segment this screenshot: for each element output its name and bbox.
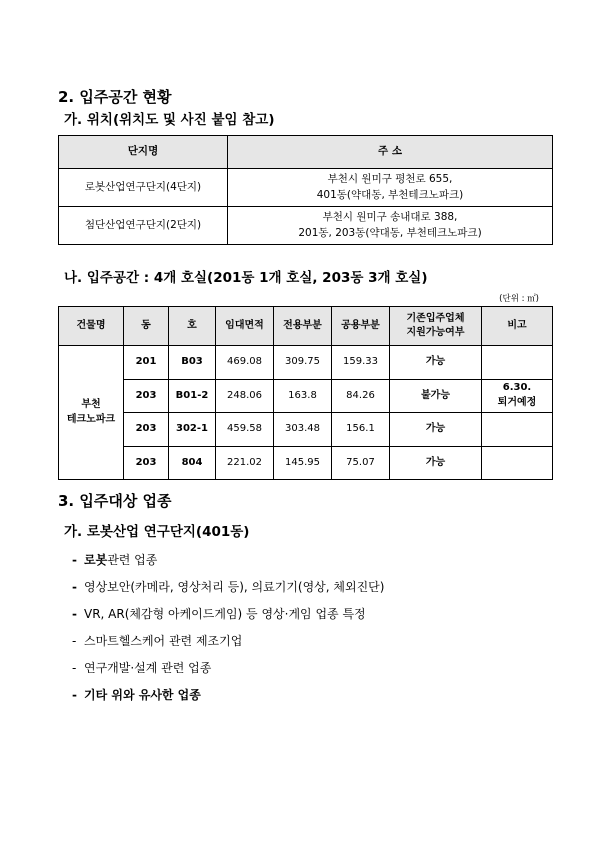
industry-subtitle: 가. 로봇산업 연구단지(401동) <box>64 524 250 540</box>
building-name: 부천 테크노파크 <box>59 346 124 480</box>
common-cell: 159.33 <box>332 346 390 380</box>
ho-cell: B01-2 <box>169 379 216 413</box>
note-cell <box>482 346 553 380</box>
list-dash: - <box>72 580 77 594</box>
list-dash: - <box>72 661 77 675</box>
note-cell <box>482 446 553 480</box>
col-header-common: 공용부분 <box>332 307 390 346</box>
availability-cell: 가능 <box>390 413 482 447</box>
table-row <box>59 446 553 480</box>
address-line: 201동, 203동(약대동, 부천테크노파크) <box>298 226 482 239</box>
list-text: VR, AR(체감형 아케이드게임) 등 영상·게임 업종 특정 <box>84 607 366 621</box>
col-header-complex: 단지명 <box>59 136 228 169</box>
space-table <box>58 306 553 480</box>
list-item <box>72 551 157 568</box>
note-cell: 6.30. 퇴거예정 <box>482 379 553 413</box>
address-line: 401동(약대동, 부천테크노파크) <box>316 188 464 201</box>
list-item <box>72 659 211 676</box>
list-dash: - <box>72 688 77 702</box>
list-item <box>72 578 384 595</box>
list-dash: - <box>72 553 77 567</box>
col-header-dong: 동 <box>124 307 169 346</box>
address-line: 부천시 원미구 송내대로 388, <box>322 211 458 224</box>
list-text: 관련 업종 <box>107 553 158 567</box>
list-bold: 기타 위와 유사한 업종 <box>84 688 201 702</box>
area-cell: 248.06 <box>216 379 274 413</box>
dong-cell: 201 <box>124 346 169 380</box>
col-header-building: 건물명 <box>59 307 124 346</box>
table-row <box>59 169 553 207</box>
availability-cell: 가능 <box>390 346 482 380</box>
exclusive-cell: 309.75 <box>274 346 332 380</box>
availability-cell: 불가능 <box>390 379 482 413</box>
col-header-note: 비고 <box>482 307 553 346</box>
section2-title: 2. 입주공간 현황 <box>58 88 172 106</box>
col-header-exclusive: 전용부분 <box>274 307 332 346</box>
table-row <box>59 346 553 380</box>
ho-cell: 302-1 <box>169 413 216 447</box>
dong-cell: 203 <box>124 446 169 480</box>
address-cell <box>228 169 553 207</box>
table-row <box>59 207 553 245</box>
exclusive-cell: 303.48 <box>274 413 332 447</box>
list-bold: 로봇 <box>84 553 108 567</box>
ho-cell: B03 <box>169 346 216 380</box>
address-cell <box>228 207 553 245</box>
location-table <box>58 135 553 245</box>
section3-title: 3. 입주대상 업종 <box>58 492 172 510</box>
list-dash: - <box>72 634 77 648</box>
col-header-address: 주 소 <box>228 136 553 169</box>
area-cell: 221.02 <box>216 446 274 480</box>
area-cell: 459.58 <box>216 413 274 447</box>
table-row <box>59 379 553 413</box>
list-item <box>72 632 242 649</box>
area-cell: 469.08 <box>216 346 274 380</box>
col-header-area: 임대면적 <box>216 307 274 346</box>
list-text: 연구개발·설계 관련 업종 <box>84 661 212 675</box>
col-header-availability: 기존입주업체 지원가능여부 <box>390 307 482 346</box>
complex-name: 로봇산업연구단지(4단지) <box>59 169 228 207</box>
col-header-ho: 호 <box>169 307 216 346</box>
location-subtitle: 가. 위치(위치도 및 사진 붙임 참고) <box>64 112 275 128</box>
list-text: 영상보안(카메라, 영상처리 등), 의료기기(영상, 체외진단) <box>84 580 385 594</box>
list-item <box>72 686 201 703</box>
space-subtitle: 나. 입주공간 : 4개 호실(201동 1개 호실, 203동 3개 호실) <box>64 270 428 286</box>
common-cell: 75.07 <box>332 446 390 480</box>
exclusive-cell: 145.95 <box>274 446 332 480</box>
list-text: 스마트헬스케어 관련 제조기업 <box>84 634 243 648</box>
availability-cell: 가능 <box>390 446 482 480</box>
list-item <box>72 605 366 622</box>
list-dash: - <box>72 607 77 621</box>
note-cell <box>482 413 553 447</box>
common-cell: 156.1 <box>332 413 390 447</box>
complex-name: 첨단산업연구단지(2단지) <box>59 207 228 245</box>
exclusive-cell: 163.8 <box>274 379 332 413</box>
common-cell: 84.26 <box>332 379 390 413</box>
dong-cell: 203 <box>124 379 169 413</box>
address-line: 부천시 원미구 평천로 655, <box>327 173 453 186</box>
dong-cell: 203 <box>124 413 169 447</box>
ho-cell: 804 <box>169 446 216 480</box>
table-row <box>59 413 553 447</box>
unit-label: (단위 : ㎡) <box>499 294 539 304</box>
